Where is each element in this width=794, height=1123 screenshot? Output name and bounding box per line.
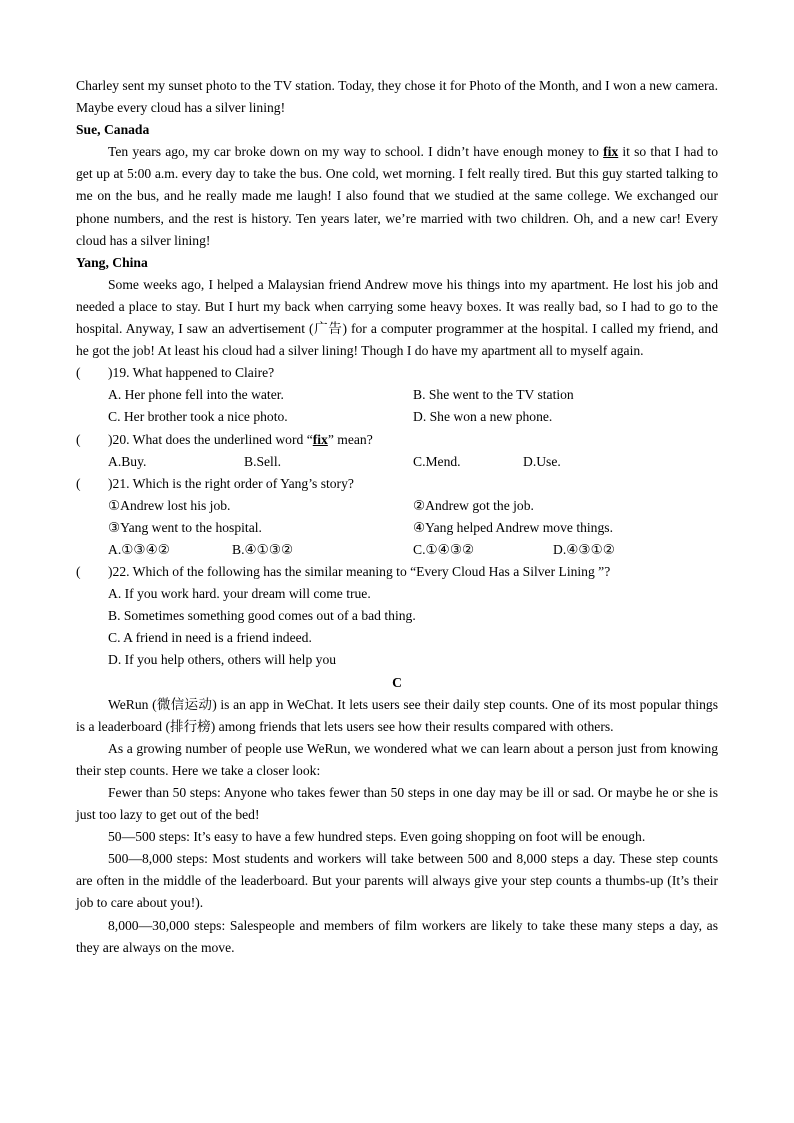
question-22 bbox=[76, 561, 718, 583]
option-a: A. If you work hard. your dream will come true. bbox=[108, 586, 371, 602]
events-row bbox=[76, 517, 718, 539]
option-b: B.④①③② bbox=[232, 541, 294, 557]
option-b: B. She went to the TV station bbox=[413, 387, 574, 403]
options-row bbox=[76, 451, 718, 473]
event-2: ②Andrew got the job. bbox=[413, 497, 534, 513]
answer-blank: ( bbox=[76, 431, 81, 447]
question-stem: )19. What happened to Claire? bbox=[108, 365, 275, 381]
answer-blank: ( bbox=[76, 475, 81, 491]
option-d: D. If you help others, others will help you bbox=[108, 652, 337, 668]
option-d: D.Use. bbox=[523, 453, 561, 469]
event-3: ③Yang went to the hospital. bbox=[108, 519, 262, 535]
paragraph-text: Ten years ago, my car broke down on my way to school. I didn’t have enough money to bbox=[108, 144, 604, 160]
events-row bbox=[76, 495, 718, 517]
question-stem: )21. Which is the right order of Yang’s story? bbox=[108, 475, 354, 491]
underlined-word: fix bbox=[312, 431, 328, 447]
passage-paragraph: As a growing number of people use WeRun, we wondered what we can learn about a person just from knowing their step counts. Here we take a closer look: bbox=[76, 740, 718, 778]
option-d: D.④③①② bbox=[553, 541, 615, 557]
passage-paragraph: Some weeks ago, I helped a Malaysian friend Andrew move his things into my apartment. He lost his job and needed a place to stay. But I hurt my back when carrying some heavy boxes. It was really bad, so I had to go to the hospital. Anyway, I saw an advertisement (广告) for a computer programmer at the hospital. I called my friend, and he got the job! At least his cloud had a silver lining! Though I do have my apartment all to myself again. bbox=[76, 276, 718, 359]
event-4: ④Yang helped Andrew move things. bbox=[413, 519, 613, 535]
option-a: A. Her phone fell into the water. bbox=[108, 387, 284, 403]
option-a: A.①③④② bbox=[108, 541, 170, 557]
passage-paragraph bbox=[76, 141, 718, 251]
question-20 bbox=[76, 429, 718, 451]
answer-blank: ( bbox=[76, 365, 81, 381]
passage-paragraph: Charley sent my sunset photo to the TV station. Today, they chose it for Photo of the Month, and I won a new camera. Maybe every cloud has a silver lining! bbox=[76, 78, 718, 116]
option-c: C.①④③② bbox=[413, 541, 475, 557]
option-c: C. Her brother took a nice photo. bbox=[108, 409, 288, 425]
passage-paragraph: 500—8,000 steps: Most students and workers will take between 500 and 8,000 steps a day. These step counts are often in the middle of the leaderboard. But your parents will always give your step counts a thumbs-up (It’s their job to care about you!). bbox=[76, 851, 718, 911]
document-content bbox=[76, 75, 718, 959]
question-19 bbox=[76, 362, 718, 384]
options-row bbox=[76, 406, 718, 428]
event-1: ①Andrew lost his job. bbox=[108, 497, 231, 513]
section-heading: C bbox=[392, 674, 402, 690]
options-row bbox=[76, 539, 718, 561]
option-a: A.Buy. bbox=[108, 453, 147, 469]
question-21 bbox=[76, 473, 718, 495]
paragraph-text: it so that I had to get up at 5:00 a.m. every day to take the bus. One cold, wet morning. I felt really tired. But this guy started talking to me on the bus, and he really made me laugh! I also found that we studied at the same college. We exchanged our phone numbers, and the rest is history. Ten years later, we’re married with two children. Oh, and a new car! Every cloud has a silver lining! bbox=[76, 144, 718, 248]
option-b: B. Sometimes something good comes out of a bad thing. bbox=[108, 608, 416, 624]
passage-paragraph: 8,000—30,000 steps: Salespeople and members of film workers are likely to take these many steps a day, as they are always on the move. bbox=[76, 917, 718, 955]
option-b: B.Sell. bbox=[244, 453, 282, 469]
option-c: C. A friend in need is a friend indeed. bbox=[108, 630, 312, 646]
question-stem: ” mean? bbox=[327, 431, 373, 447]
author-heading: Sue, Canada bbox=[76, 122, 150, 138]
passage-paragraph: 50—500 steps: It’s easy to have a few hundred steps. Even going shopping on foot will be enough. bbox=[108, 829, 646, 845]
question-stem: )22. Which of the following has the similar meaning to “Every Cloud Has a Silver Lining ”? bbox=[108, 564, 611, 580]
option-d: D. She won a new phone. bbox=[413, 409, 553, 425]
answer-blank: ( bbox=[76, 564, 81, 580]
question-stem: )20. What does the underlined word “ bbox=[108, 431, 313, 447]
option-c: C.Mend. bbox=[413, 453, 461, 469]
options-row bbox=[76, 384, 718, 406]
passage-paragraph: Fewer than 50 steps: Anyone who takes fewer than 50 steps in one day may be ill or sad. Or maybe he or she is just too lazy to get out of the bed! bbox=[76, 785, 718, 823]
author-heading: Yang, China bbox=[76, 254, 148, 270]
passage-paragraph: WeRun (微信运动) is an app in WeChat. It lets users see their daily step counts. One of its most popular things is a leaderboard (排行榜) among friends that lets users see how their results compared with others. bbox=[76, 696, 718, 734]
underlined-word: fix bbox=[603, 144, 619, 160]
